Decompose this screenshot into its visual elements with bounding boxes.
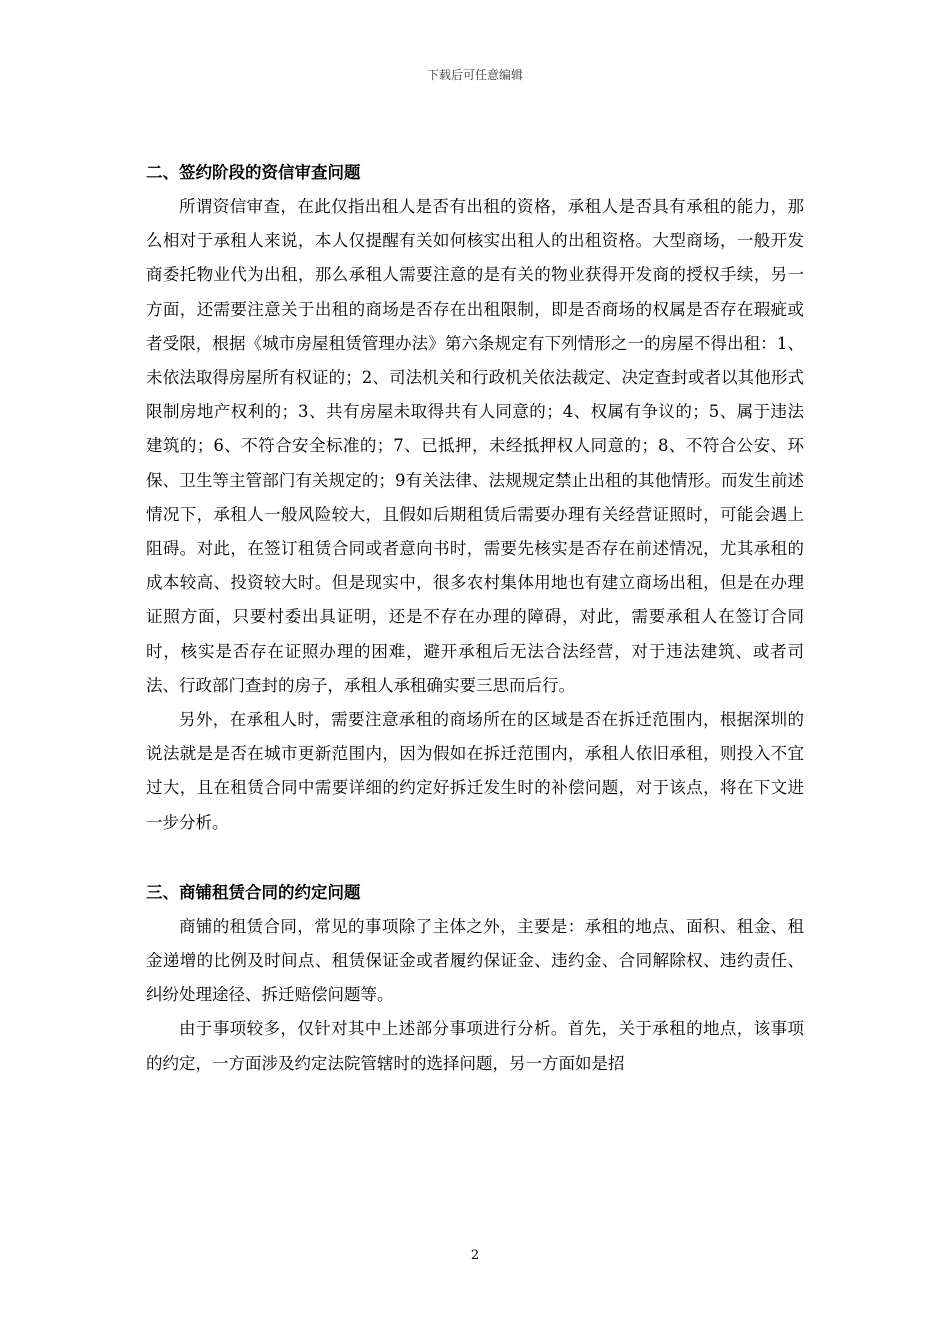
document-body [146,156,804,1081]
page-header-note: 下载后可任意编辑 [426,68,523,82]
paragraph: 商铺的租赁合同，常见的事项除了主体之外，主要是：承租的地点、面积、租金、租金递增的比例及时间点、租赁保证金或者履约保证金、违约金、合同解除权、违约责任、纠纷处理途径、拆迁赔偿问题等。 [146,916,804,1005]
section-heading: 三、商铺租赁合同的约定问题 [146,882,361,902]
paragraph: 另外，在承租人时，需要注意承租的商场所在的区域是否在拆迁范围内，根据深圳的说法就是是否在城市更新范围内，因为假如在拆迁范围内，承租人依旧承租，则投入不宜过大，且在租赁合同中需要详细的约定好拆迁发生时的补偿问题，对于该点，将在下文进一步分析。 [146,710,804,832]
section-spacer [146,840,804,876]
section-heading: 二、签约阶段的资信审查问题 [146,163,361,182]
paragraph: 由于事项较多，仅针对其中上述部分事项进行分析。首先，关于承租的地点，该事项的约定，一方面涉及约定法院管辖时的选择问题，另一方面如是招 [146,1019,804,1073]
paragraph: 所谓资信审查，在此仅指出租人是否有出租的资格，承租人是否具有承租的能力，那么相对于承租人来说，本人仅提醒有关如何核实出租人的出租资格。大型商场，一般开发商委托物业代为出租，那么承租人需要注意的是有关的物业获得开发商的授权手续，另一方面，还需要注意关于出租的商场是否存在出租限制，即是否商场的权属是否存在瑕疵或者受限，根据《城市房屋租赁管理办法》第六条规定有下列情形之一的房屋不得出租：1、未依法取得房屋所有权证的；2、司法机关和行政机关依法裁定、决定查封或者以其他形式限制房地产权利的；3、共有房屋未取得共有人同意的；4、权属有争议的；5、属于违法建筑的；6、不符合安全标准的；7、已抵押，未经抵押权人同意的；8、不符合公安、环保、卫生等主管部门有关规定的；9有关法律、法规规定禁止出租的其他情形。而发生前述情况下，承租人一般风险较大，且假如后期租赁后需要办理有关经营证照时，可能会遇上阻碍。对此，在签订租赁合同或者意向书时，需要先核实是否存在前述情况，尤其承租的成本较高、投资较大时。但是现实中，很多农村集体用地也有建立商场出租，但是在办理证照方面，只要村委出具证明，还是不存在办理的障碍，对此，需要承租人在签订合同时，核实是否存在证照办理的困难，避开承租后无法合法经营，对于违法建筑、或者司法、行政部门查封的房子，承租人承租确实要三思而后行。 [146,197,804,695]
page-number: 2 [470,1248,480,1263]
